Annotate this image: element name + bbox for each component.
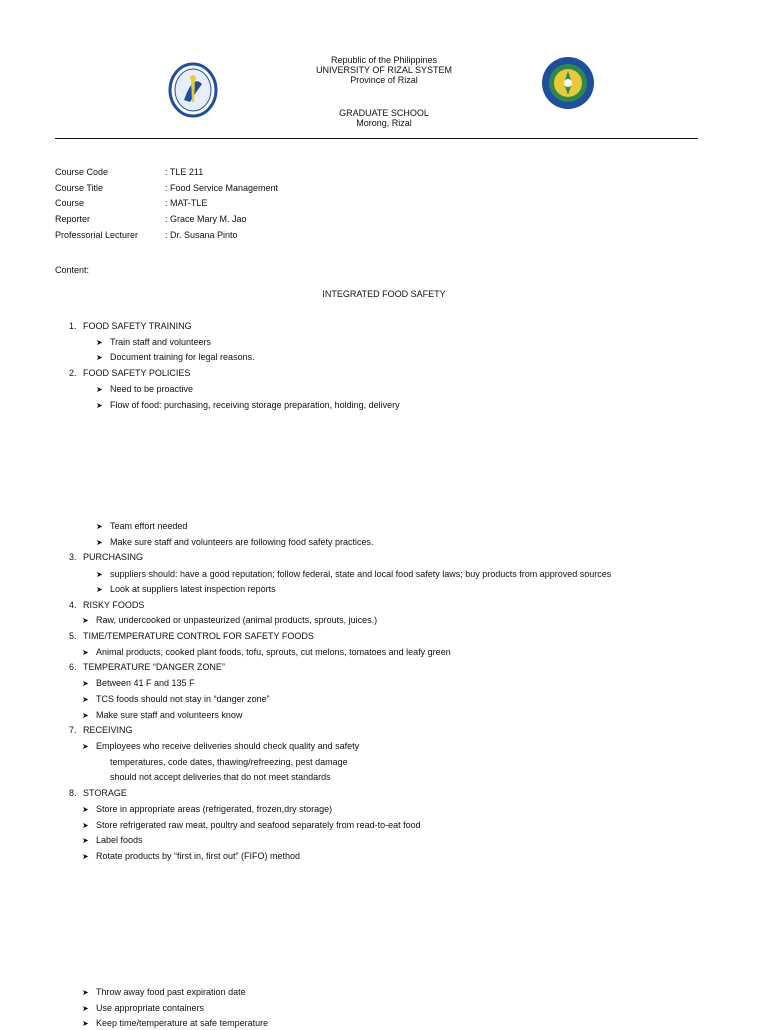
section-number: 1. — [69, 321, 77, 331]
section-risky-foods — [69, 599, 144, 611]
arrow-bullet-icon: ➤ — [82, 805, 89, 814]
arrow-bullet-icon: ➤ — [82, 695, 89, 704]
header-graduate-school: GRADUATE SCHOOL — [339, 108, 429, 118]
section-purchasing — [69, 551, 143, 563]
section-number: 5. — [69, 631, 77, 641]
list-item — [82, 740, 359, 753]
info-value: : Dr. Susana Pinto — [165, 230, 238, 240]
list-item — [96, 383, 193, 396]
section-number: 4. — [69, 600, 77, 610]
list-item — [96, 399, 400, 412]
bullet-text: Label foods — [96, 835, 143, 845]
info-value: : MAT-TLE — [165, 198, 208, 208]
list-item — [82, 709, 242, 722]
info-value: : Food Service Management — [165, 183, 279, 193]
bullet-text: Look at suppliers latest inspection reports — [110, 584, 276, 594]
arrow-bullet-icon: ➤ — [96, 385, 103, 394]
arrow-bullet-icon: ➤ — [96, 401, 103, 410]
list-item — [96, 568, 611, 581]
bullet-text: Make sure staff and volunteers know — [96, 710, 243, 720]
list-item — [96, 536, 373, 549]
arrow-bullet-icon: ➤ — [82, 616, 89, 625]
info-key: Course Title — [55, 183, 104, 193]
bullet-text: Team effort needed — [110, 521, 188, 531]
list-item — [96, 520, 187, 533]
bullet-text: Animal products, cooked plant foods, tofu, sprouts, cut melons, tomatoes and leafy green — [96, 647, 451, 657]
list-item — [82, 693, 270, 706]
section-number: 3. — [69, 552, 77, 562]
header-university: UNIVERSITY OF RIZAL SYSTEM — [315, 65, 453, 75]
list-item — [82, 803, 332, 816]
list-item — [82, 986, 246, 999]
list-item — [82, 1002, 204, 1015]
section-number: 8. — [69, 788, 77, 798]
arrow-bullet-icon: ➤ — [96, 338, 103, 347]
bullet-text: Use appropriate containers — [96, 1003, 205, 1013]
bullet-text: Store in appropriate areas (refrigerated, frozen,dry storage) — [96, 804, 333, 814]
bullet-text: suppliers should: have a good reputation; follow federal, state and local food safety laws; buy products from approved sources — [110, 569, 612, 579]
bullet-text: Employees who receive deliveries should check quality and safety — [96, 741, 360, 751]
section-storage — [69, 787, 127, 799]
list-item — [82, 614, 377, 627]
arrow-bullet-icon: ➤ — [82, 648, 89, 657]
list-item — [96, 351, 255, 364]
section-title: TIME/TEMPERATURE CONTROL FOR SAFETY FOODS — [83, 631, 314, 641]
list-item — [82, 646, 451, 659]
list-item — [96, 336, 211, 349]
section-title: FOOD SAFETY POLICIES — [83, 368, 191, 378]
graduate-school-seal-logo — [541, 56, 595, 110]
section-receiving — [69, 724, 133, 736]
bullet-text: Make sure staff and volunteers are following food safety practices. — [110, 537, 374, 547]
section-food-safety-training — [69, 320, 192, 332]
arrow-bullet-icon: ➤ — [96, 585, 103, 594]
header-location: Morong, Rizal — [356, 118, 412, 128]
university-seal-logo — [168, 62, 218, 118]
bullet-text: Store refrigerated raw meat, poultry and seafood separately from read-to-eat food — [96, 820, 421, 830]
section-number: 2. — [69, 368, 77, 378]
section-food-safety-policies — [69, 367, 190, 379]
section-tcs-foods — [69, 630, 314, 642]
header-province: Province of Rizal — [350, 75, 418, 85]
section-title: RECEIVING — [83, 725, 133, 735]
info-key: Professorial Lecturer — [55, 230, 139, 240]
list-item — [82, 677, 195, 690]
arrow-bullet-icon: ➤ — [96, 353, 103, 362]
arrow-bullet-icon: ➤ — [82, 1019, 89, 1028]
list-item — [82, 850, 300, 863]
arrow-bullet-icon: ➤ — [82, 852, 89, 861]
arrow-bullet-icon: ➤ — [96, 538, 103, 547]
arrow-bullet-icon: ➤ — [82, 821, 89, 830]
arrow-bullet-icon: ➤ — [82, 988, 89, 997]
bullet-continuation: should not accept deliveries that do not meet standards — [110, 772, 331, 782]
section-title: TEMPERATURE “DANGER ZONE” — [83, 662, 225, 672]
list-item — [96, 583, 276, 596]
bullet-text: Train staff and volunteers — [110, 337, 212, 347]
bullet-text: Between 41 F and 135 F — [96, 678, 195, 688]
arrow-bullet-icon: ➤ — [96, 522, 103, 531]
list-item — [82, 819, 421, 832]
info-value: : Grace Mary M. Jao — [165, 214, 247, 224]
arrow-bullet-icon: ➤ — [82, 711, 89, 720]
list-item — [82, 834, 143, 847]
arrow-bullet-icon: ➤ — [82, 1004, 89, 1013]
arrow-bullet-icon: ➤ — [82, 679, 89, 688]
section-title: PURCHASING — [83, 552, 144, 562]
bullet-text: Raw, undercooked or unpasteurized (animal products, sprouts, juices.) — [96, 615, 378, 625]
section-title: STORAGE — [83, 788, 127, 798]
section-title: RISKY FOODS — [83, 600, 145, 610]
info-value: : TLE 211 — [165, 167, 204, 177]
bullet-text: Throw away food past expiration date — [96, 987, 246, 997]
content-label: Content: — [55, 265, 90, 275]
bullet-text: Rotate products by “first in, first out” (FIFO) method — [96, 851, 301, 861]
arrow-bullet-icon: ➤ — [82, 836, 89, 845]
bullet-text: TCS foods should not stay in “danger zone” — [96, 694, 270, 704]
document-title: INTEGRATED FOOD SAFETY — [322, 289, 446, 299]
section-title: FOOD SAFETY TRAINING — [83, 321, 192, 331]
arrow-bullet-icon: ➤ — [96, 570, 103, 579]
header-republic: Republic of the Philippines — [330, 55, 438, 65]
bullet-text: Need to be proactive — [110, 384, 194, 394]
bullet-text: Document training for legal reasons. — [110, 352, 255, 362]
arrow-bullet-icon: ➤ — [82, 742, 89, 751]
info-key: Course Code — [55, 167, 109, 177]
section-danger-zone — [69, 661, 225, 673]
section-number: 7. — [69, 725, 77, 735]
info-key: Reporter — [55, 214, 91, 224]
info-key: Course — [55, 198, 85, 208]
section-number: 6. — [69, 662, 77, 672]
header-divider — [55, 138, 698, 139]
bullet-text: Flow of food: purchasing, receiving storage preparation, holding, delivery — [110, 400, 400, 410]
bullet-text: Keep time/temperature at safe temperature — [96, 1018, 269, 1028]
bullet-continuation: temperatures, code dates, thawing/refreezing, pest damage — [110, 757, 348, 767]
